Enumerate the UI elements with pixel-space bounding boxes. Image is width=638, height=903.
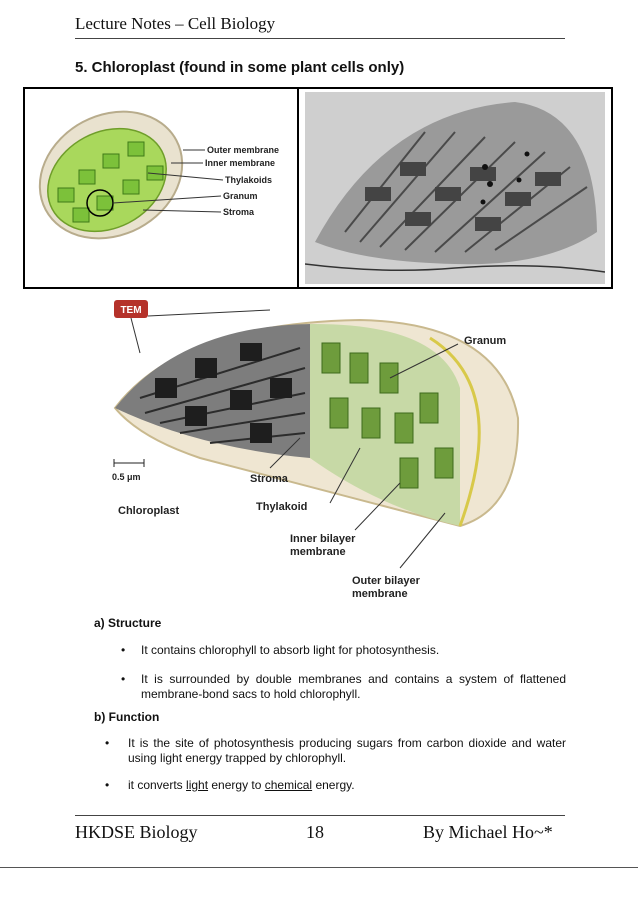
figure-divider	[297, 87, 299, 289]
label-outer-bilayer-2: membrane	[352, 588, 408, 600]
label-outer-membrane: Outer membrane	[207, 145, 280, 155]
function-bullet-2-mid: energy to	[208, 778, 265, 792]
label-thylakoids: Thylakoids	[225, 175, 273, 185]
structure-bullet-1: It contains chlorophyll to absorb light for photosynthesis.	[141, 643, 440, 657]
label-inner-bilayer-1: Inner bilayer	[290, 533, 356, 545]
label-stroma-3d: Stroma	[250, 473, 288, 485]
function-heading: b) Function	[94, 710, 160, 724]
footer-page-number: 18	[306, 822, 324, 842]
chloroplast-diagram	[33, 100, 295, 250]
label-granum-3d: Granum	[464, 335, 507, 347]
function-bullet-1: It is the site of photosynthesis producing sugars from carbon dioxide and water using light energy trapped by chlorophyll.	[128, 736, 566, 765]
header-rule	[75, 38, 565, 39]
section-title: 5. Chloroplast (found in some plant cells only)	[75, 59, 405, 76]
label-chloroplast: Chloroplast	[118, 505, 180, 517]
chloroplast-tem-cutaway	[100, 298, 540, 603]
function-bullet-2-pre: it converts	[128, 778, 187, 792]
underlined-chemical: chemical	[264, 778, 313, 792]
footer-course: HKDSE Biology	[75, 822, 198, 842]
underlined-light: light	[186, 778, 209, 792]
electron-micrograph	[305, 92, 605, 284]
function-bullet-2-post: energy.	[312, 778, 355, 792]
page-bottom-rule	[0, 867, 638, 868]
scale-bar-label: 0.5 μm	[112, 472, 141, 482]
header-title: Lecture Notes – Cell Biology	[75, 14, 276, 33]
label-inner-membrane: Inner membrane	[205, 158, 276, 168]
structure-bullet-2: It is surrounded by double membranes and contains a system of flattened membrane-bond sacs to hold chlorophyll.	[141, 672, 566, 701]
label-granum: Granum	[223, 191, 258, 201]
structure-heading: a) Structure	[94, 616, 162, 630]
label-outer-bilayer-1: Outer bilayer	[352, 575, 420, 587]
label-inner-bilayer-2: membrane	[290, 546, 346, 558]
bullet-dot: •	[105, 778, 110, 792]
label-stroma: Stroma	[223, 207, 255, 217]
footer-rule	[75, 815, 565, 816]
bullet-dot: •	[121, 672, 126, 686]
footer-author: By Michael Ho~*	[423, 822, 553, 842]
bullet-dot: •	[105, 736, 110, 750]
bullet-dot: •	[121, 643, 126, 657]
label-thylakoid: Thylakoid	[256, 501, 308, 513]
function-bullet-2	[128, 778, 566, 793]
tem-badge: TEM	[120, 305, 142, 316]
